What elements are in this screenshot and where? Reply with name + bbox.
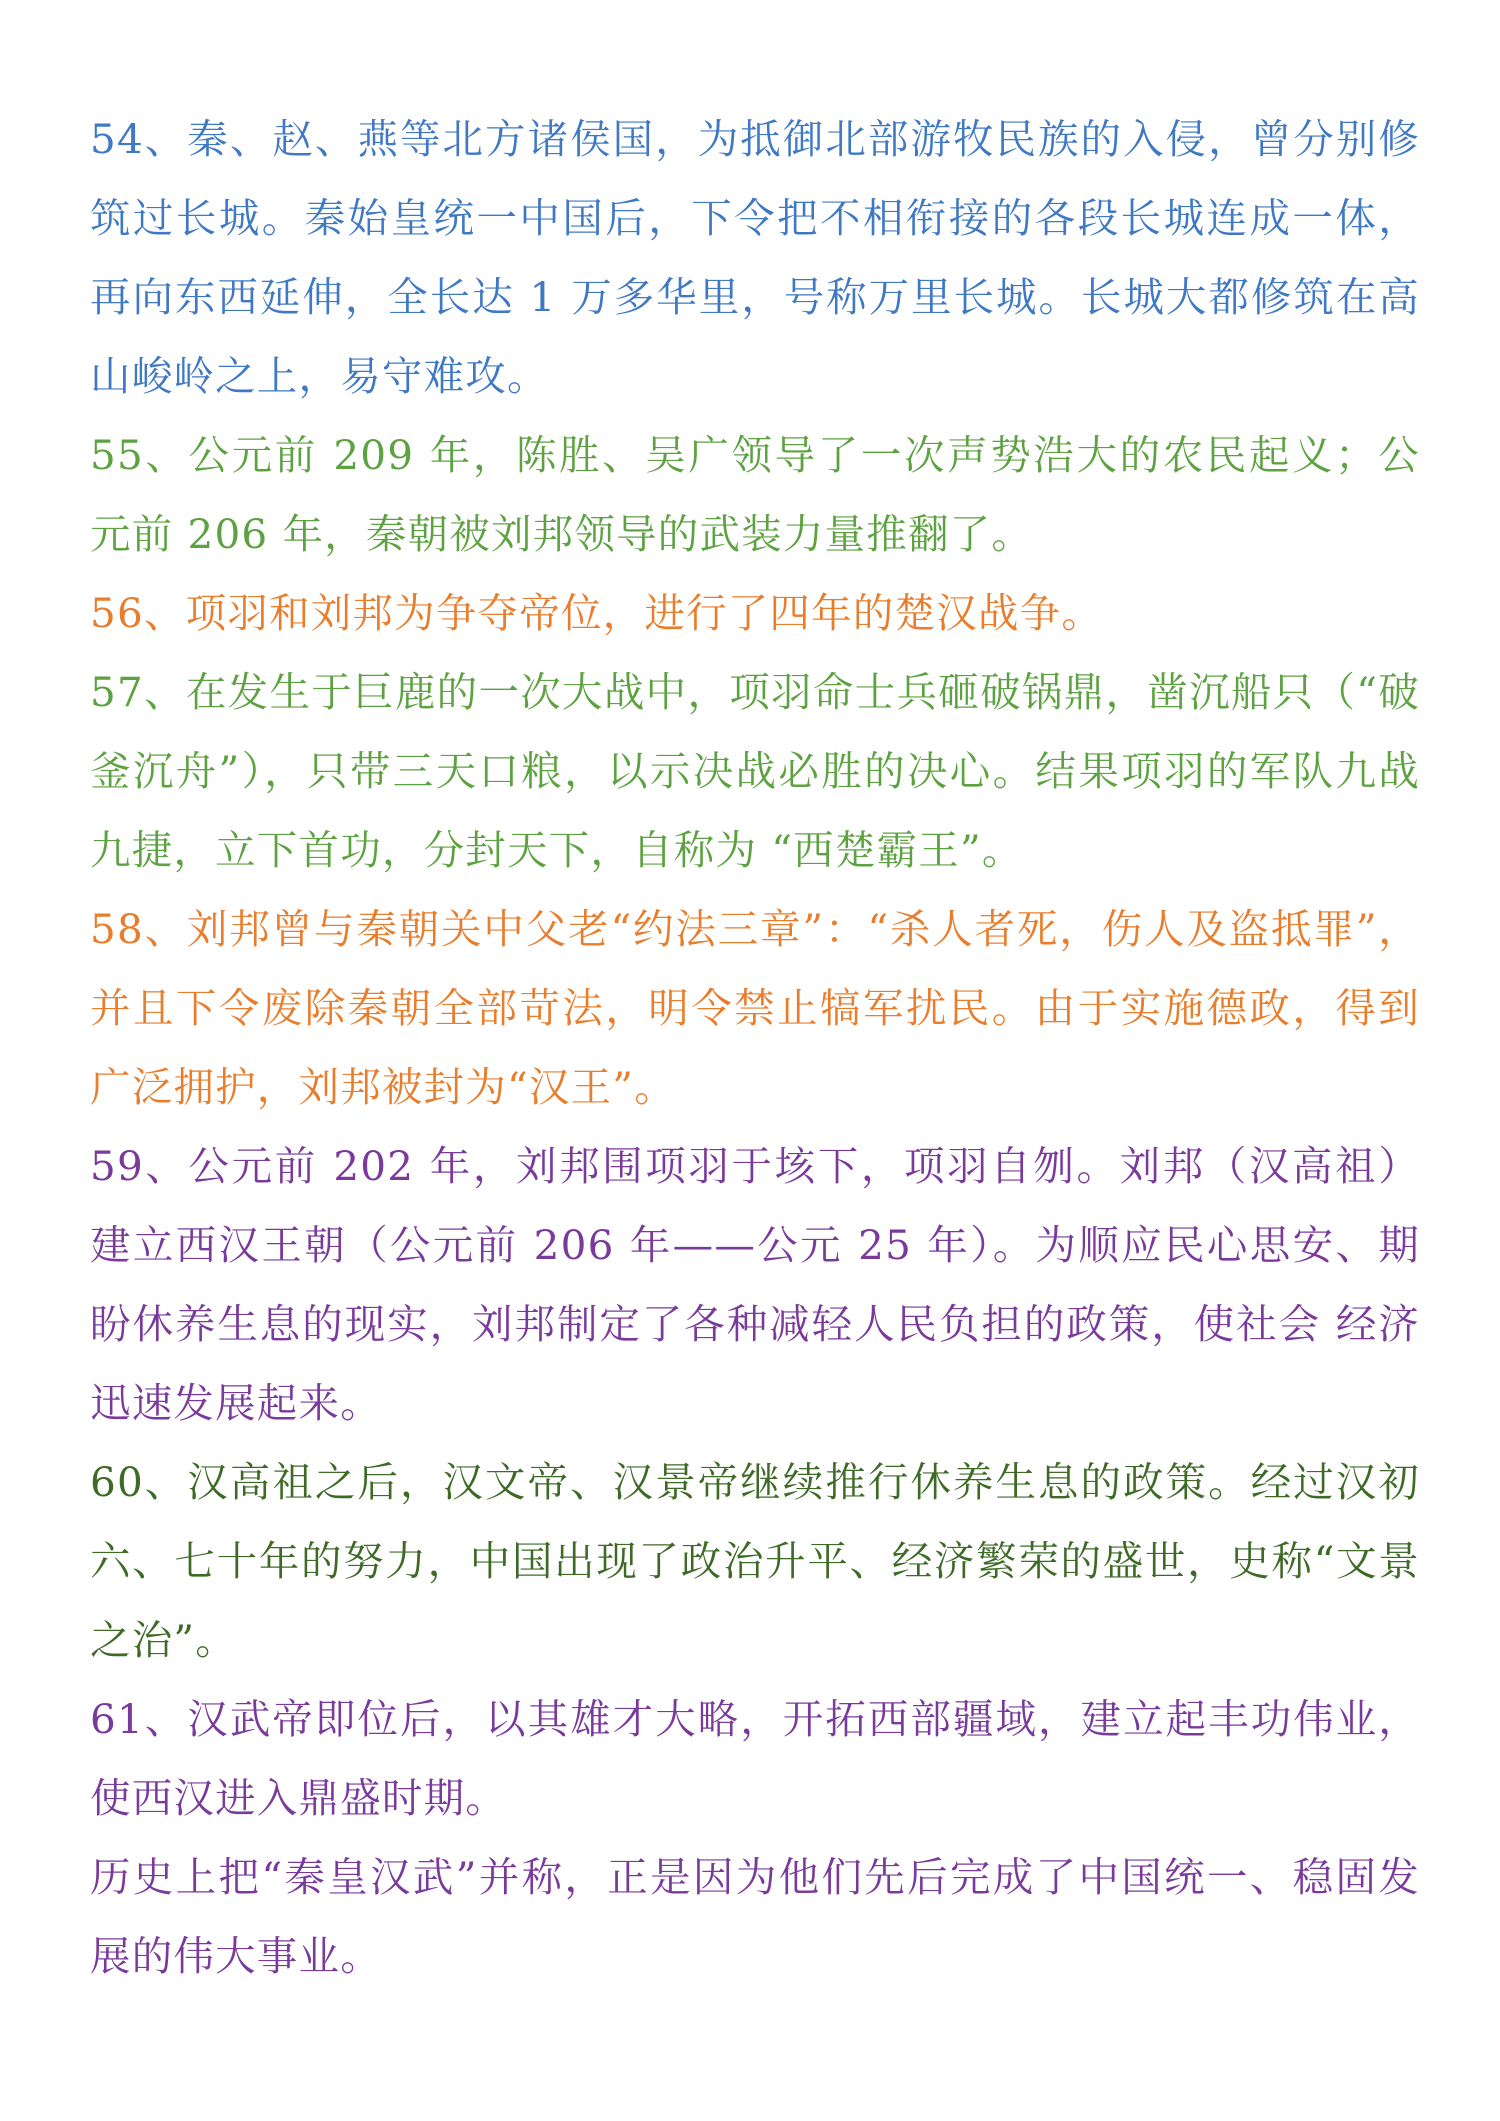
paragraph-61-emperor-wu: 61、汉武帝即位后，以其雄才大略，开拓西部疆域，建立起丰功伟业，使西汉进入鼎盛时期。 [90, 1695, 1420, 1822]
paragraph-60-wen-jing-rule: 60、汉高祖之后，汉文帝、汉景帝继续推行休养生息的政策。经过汉初六、七十年的努力，中国出现了政治升平、经济繁荣的盛世，史称“文景之治”。 [90, 1458, 1420, 1664]
paragraph-56-chu-han-war: 56、项羽和刘邦为争夺帝位，进行了四年的楚汉战争。 [90, 589, 1104, 637]
paragraph-58-three-article-law: 58、刘邦曾与秦朝关中父老“约法三章”：“杀人者死，伤人及盗抵罪”，并且下令废除秦朝全部苛法，明令禁止犒军扰民。由于实施德政，得到广泛拥护，刘邦被封为“汉王”。 [90, 905, 1420, 1111]
paragraph-57-julu-battle: 57、在发生于巨鹿的一次大战中，项羽命士兵砸破锅鼎，凿沉船只（“破釜沉舟”），只带三天口粮，以示决战必胜的决心。结果项羽的军队九战九捷，立下首功，分封天下，自称为 “西楚霸王”。 [90, 668, 1420, 874]
document-body [90, 100, 1420, 1996]
paragraph-59-western-han-founding: 59、公元前 202 年，刘邦围项羽于垓下，项羽自刎。刘邦（汉高祖）建立西汉王朝（公元前 206 年——公元 25 年）。为顺应民心思安、期盼休养生息的现实，刘邦制定了各种减轻人民负担的政策，使社会 经济迅速发展起来。 [90, 1142, 1420, 1427]
paragraph-qin-huang-han-wu: 历史上把“秦皇汉武”并称，正是因为他们先后完成了中国统一、稳固发展的伟大事业。 [90, 1853, 1420, 1980]
paragraph-54-great-wall: 54、秦、赵、燕等北方诸侯国，为抵御北部游牧民族的入侵，曾分别修筑过长城。秦始皇统一中国后，下令把不相衔接的各段长城连成一体，再向东西延伸，全长达 1 万多华里，号称万里长城。长城大都修筑在高山峻岭之上，易守难攻。 [90, 115, 1420, 400]
paragraph-55-chen-sheng-uprising: 55、公元前 209 年，陈胜、吴广领导了一次声势浩大的农民起义；公元前 206 年，秦朝被刘邦领导的武装力量推翻了。 [90, 431, 1420, 558]
